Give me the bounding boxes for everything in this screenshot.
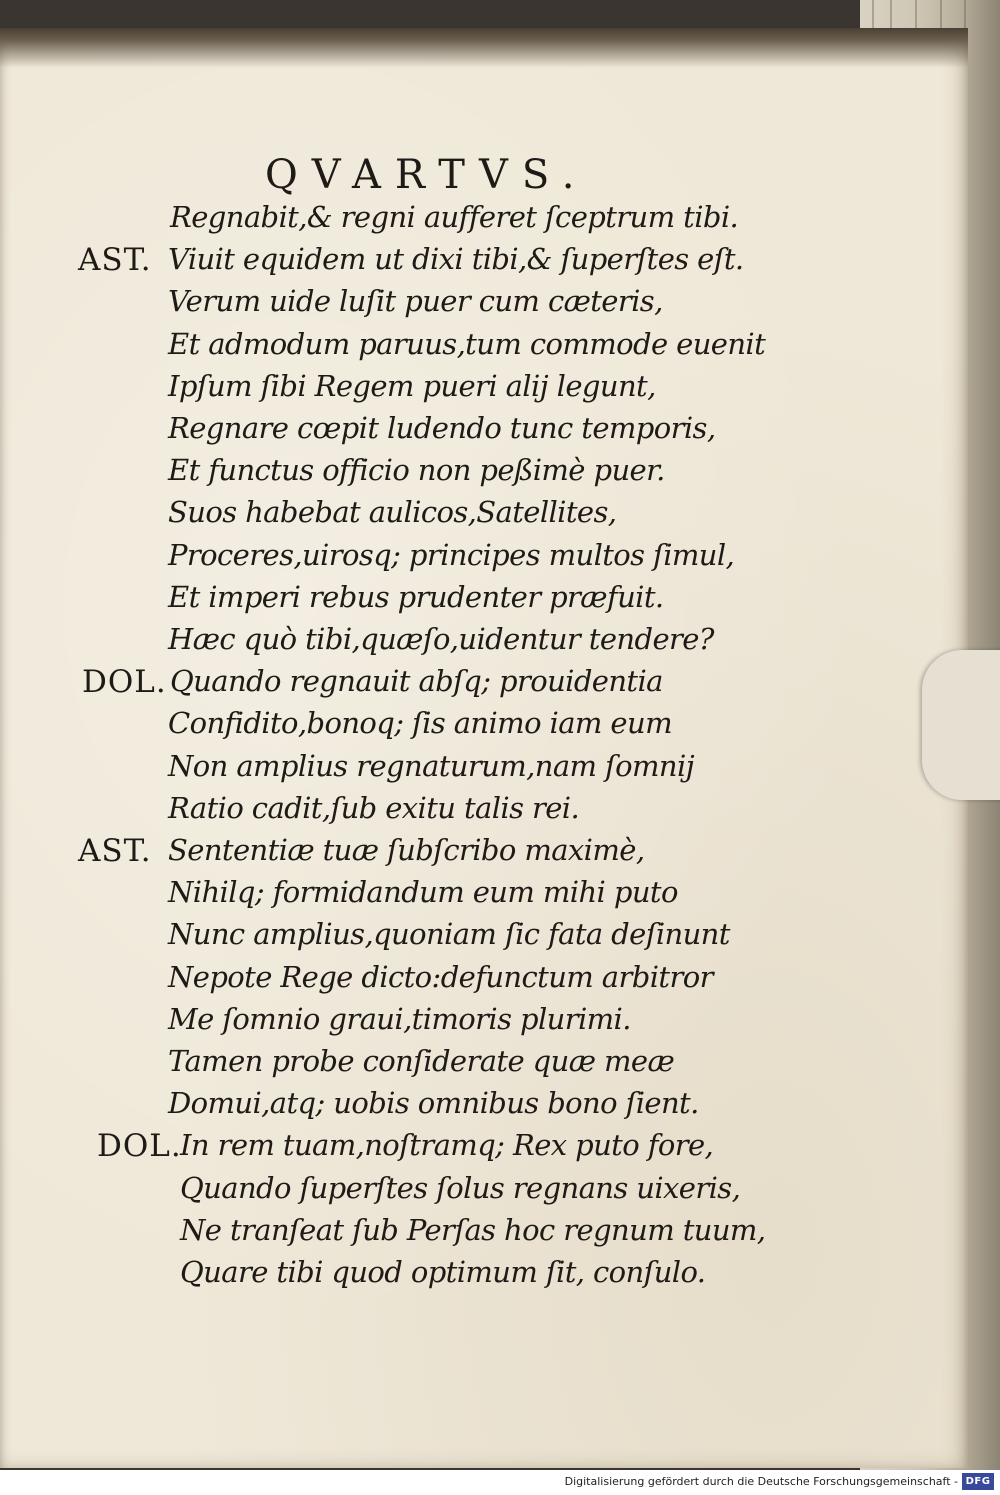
- verse-text: Viuit equidem ut dixi tibi,& ſuperſtes eſt.: [168, 242, 744, 277]
- speaker-label: DOL.: [82, 664, 167, 701]
- speaker-label: AST.: [78, 833, 152, 869]
- footer-credit: Digitalisierung gefördert durch die Deutsche Forschungsgemeinschaft -: [564, 1475, 958, 1488]
- dfg-logo: DFG: [962, 1473, 994, 1490]
- verse-text: Ipſum ſibi Regem pueri alij legunt,: [168, 368, 656, 403]
- verse-text: In rem tuam,noſtramq; Rex puto fore,: [180, 1128, 714, 1163]
- verse-text: Tamen probe conſiderate quæ meæ: [168, 1044, 675, 1078]
- verse-text: Nepote Rege dicto:defunctum arbitror: [168, 959, 713, 994]
- page-clip-tab: [922, 650, 1000, 800]
- verse-text: Quando ſuperſtes ſolus regnans uixeris,: [180, 1170, 741, 1205]
- speaker-label: DOL.: [97, 1128, 182, 1165]
- verse-text: Quando regnauit abſq; prouidentia: [170, 664, 663, 699]
- verse-text: Et functus officio non peßimè puer.: [168, 453, 665, 488]
- running-head: QVARTVS.: [265, 152, 589, 198]
- verse-text: Quare tibi quod optimum ſit, conſulo.: [180, 1255, 706, 1289]
- verse-text: Regnare cœpit ludendo tunc temporis,: [168, 411, 716, 445]
- verse-text: Nihilq; formidandum eum mihi puto: [168, 875, 678, 910]
- verse-text: Suos habebat aulicos,Satellites,: [168, 495, 617, 530]
- verse-text: Confidito,bonoq; ſis animo iam eum: [168, 706, 672, 741]
- verse-text: Domui,atq; uobis omnibus bono ſient.: [168, 1086, 699, 1121]
- verse-text: Sententiæ tuæ ſubſcribo maximè,: [168, 833, 645, 867]
- verse-text: Me ſomnio graui,timoris plurimi.: [168, 1001, 631, 1036]
- verse-text: Hæc quò tibi,quæſo,uidentur tendere?: [168, 622, 714, 656]
- verse-text: Proceres,uirosq; principes multos ſimul,: [168, 537, 735, 572]
- verse-text: Et admodum paruus,tum commode euenit: [168, 326, 766, 361]
- footer-bar: [0, 1470, 1000, 1495]
- verse-text: Et imperi rebus prudenter præfuit.: [168, 579, 664, 614]
- verse-text: Regnabit,& regni aufferet ſceptrum tibi.: [170, 200, 739, 234]
- verse-text: Non amplius regnaturum,nam ſomnij: [168, 748, 695, 783]
- verse-text: Ne tranſeat ſub Perſas hoc regnum tuum,: [180, 1212, 766, 1247]
- speaker-label: AST.: [78, 242, 152, 279]
- verse-text: Ratio cadit,ſub exitu talis rei.: [168, 790, 580, 825]
- verse-text: Verum uide luſit puer cum cæteris,: [168, 284, 663, 319]
- page-top-shadow: [0, 28, 968, 68]
- verse-text: Nunc amplius,quoniam ſic fata deſinunt: [168, 917, 730, 952]
